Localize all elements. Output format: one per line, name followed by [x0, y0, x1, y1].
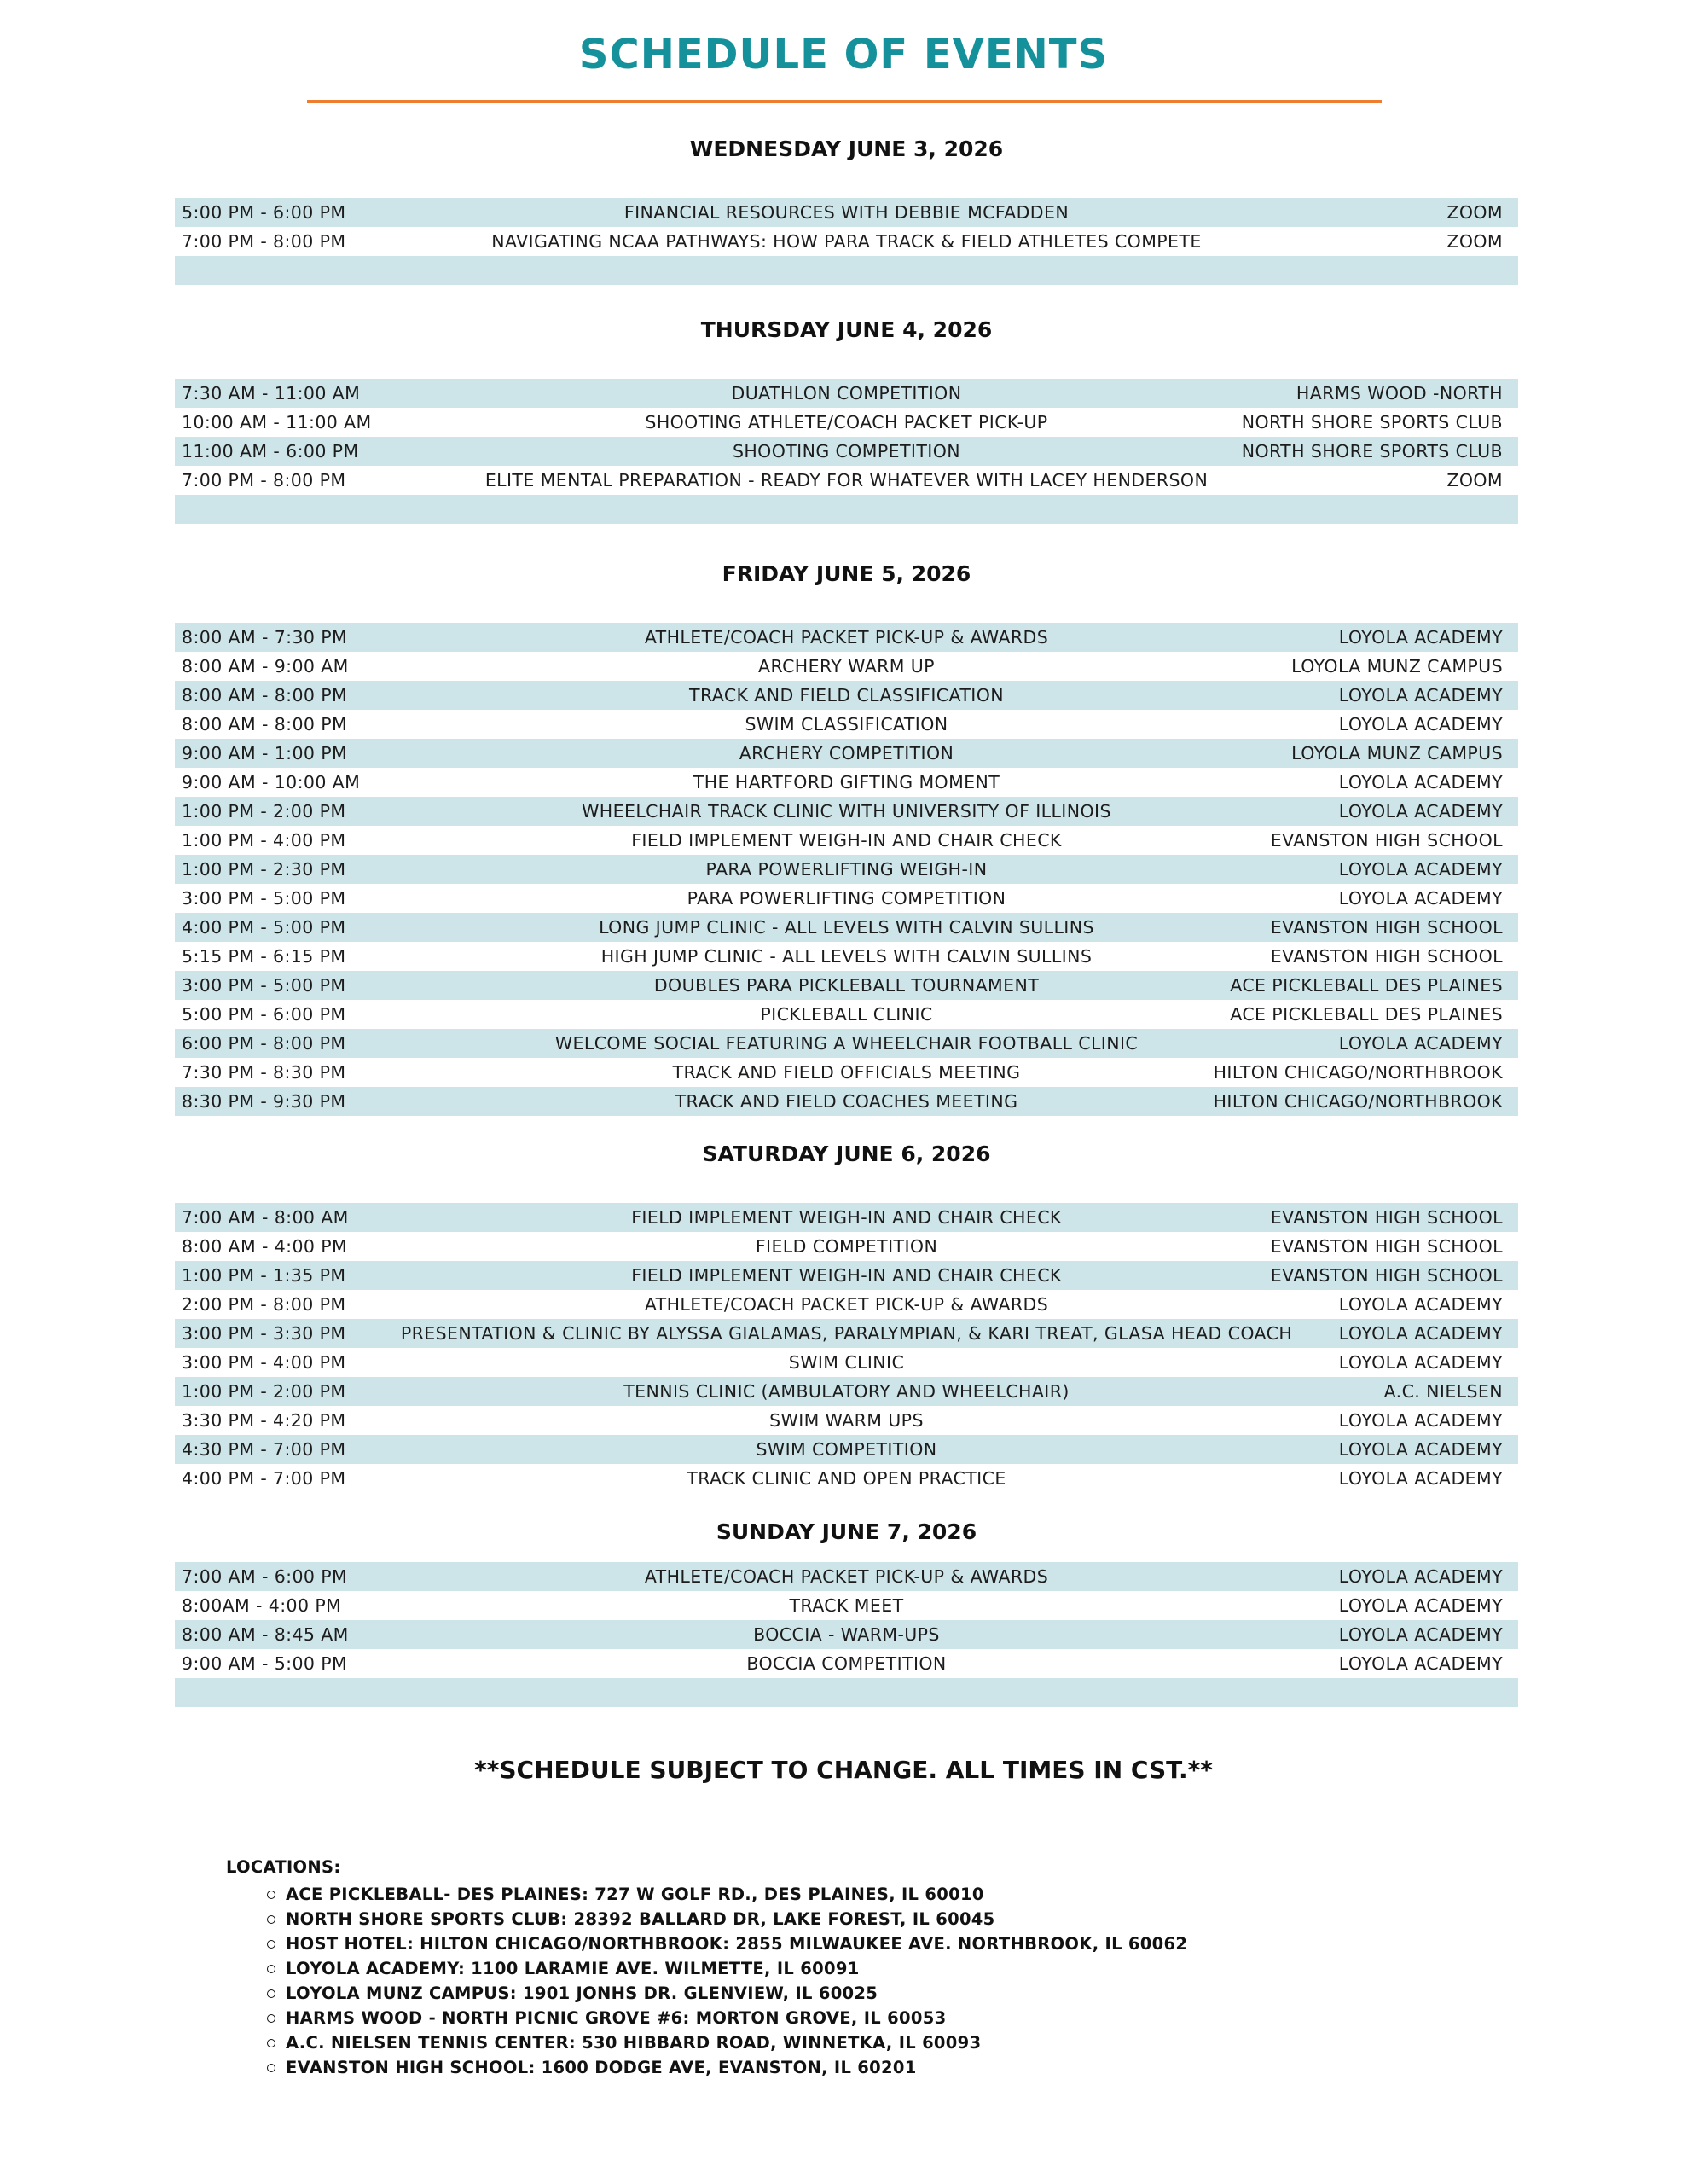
- event-cell: HIGH JUMP CLINIC - ALL LEVELS WITH CALVIN SULLINS: [600, 946, 1093, 967]
- location-item: LOYOLA MUNZ CAMPUS: 1901 JONHS DR. GLENVIEW, IL 60025: [267, 1981, 1187, 2006]
- location-item: HARMS WOOD - NORTH PICNIC GROVE #6: MORTON GROVE, IL 60053: [267, 2006, 1187, 2030]
- time-cell: 4:00 PM - 5:00 PM: [182, 917, 346, 938]
- circle-bullet-icon: [267, 1965, 275, 1973]
- time-cell: 1:00 PM - 4:00 PM: [182, 830, 346, 851]
- event-cell: FIELD IMPLEMENT WEIGH-IN AND CHAIR CHECK: [631, 1265, 1062, 1286]
- location-cell: LOYOLA ACADEMY: [1338, 1294, 1503, 1315]
- location-cell: ZOOM: [1446, 470, 1503, 491]
- location-item: LOYOLA ACADEMY: 1100 LARAMIE AVE. WILMETTE, IL 60091: [267, 1956, 1187, 1981]
- schedule-row: [175, 1348, 1518, 1377]
- time-cell: 1:00 PM - 1:35 PM: [182, 1265, 346, 1286]
- location-cell: LOYOLA ACADEMY: [1338, 859, 1503, 880]
- location-cell: LOYOLA ACADEMY: [1338, 1624, 1503, 1645]
- location-cell: HILTON CHICAGO/NORTHBROOK: [1213, 1091, 1503, 1112]
- event-cell: FINANCIAL RESOURCES WITH DEBBIE MCFADDEN: [623, 202, 1070, 223]
- location-cell: ACE PICKLEBALL DES PLAINES: [1230, 975, 1503, 996]
- schedule-row: [175, 466, 1518, 495]
- time-cell: 9:00 AM - 5:00 PM: [182, 1653, 348, 1674]
- time-cell: 10:00 AM - 11:00 AM: [182, 412, 372, 433]
- event-cell: ATHLETE/COACH PACKET PICK-UP & AWARDS: [644, 1566, 1049, 1587]
- location-cell: LOYOLA ACADEMY: [1338, 1323, 1503, 1344]
- time-cell: 7:00 AM - 6:00 PM: [182, 1566, 348, 1587]
- time-cell: 8:00 AM - 7:30 PM: [182, 627, 348, 648]
- time-cell: 8:30 PM - 9:30 PM: [182, 1091, 346, 1112]
- location-item: EVANSTON HIGH SCHOOL: 1600 DODGE AVE, EVANSTON, IL 60201: [267, 2055, 1187, 2080]
- time-cell: 3:00 PM - 4:00 PM: [182, 1352, 346, 1373]
- location-item: ACE PICKLEBALL- DES PLAINES: 727 W GOLF RD., DES PLAINES, IL 60010: [267, 1882, 1187, 1907]
- event-cell: SHOOTING COMPETITION: [732, 441, 961, 462]
- time-cell: 5:00 PM - 6:00 PM: [182, 202, 346, 223]
- day-heading: FRIDAY JUNE 5, 2026: [722, 561, 971, 586]
- event-cell: ARCHERY COMPETITION: [739, 743, 954, 764]
- event-cell: TRACK AND FIELD OFFICIALS MEETING: [672, 1062, 1021, 1083]
- location-cell: ZOOM: [1446, 231, 1503, 252]
- time-cell: 3:00 PM - 5:00 PM: [182, 975, 346, 996]
- event-cell: SWIM WARM UPS: [769, 1410, 924, 1431]
- time-cell: 1:00 PM - 2:00 PM: [182, 1381, 346, 1402]
- location-cell: ACE PICKLEBALL DES PLAINES: [1230, 1004, 1503, 1025]
- locations-section: [226, 1857, 1187, 2080]
- event-cell: SWIM CLINIC: [788, 1352, 905, 1373]
- page-title: SCHEDULE OF EVENTS: [578, 31, 1109, 78]
- circle-bullet-icon: [267, 1989, 275, 1998]
- schedule-row: [175, 971, 1518, 1000]
- schedule-row: [175, 1319, 1518, 1348]
- location-cell: HILTON CHICAGO/NORTHBROOK: [1213, 1062, 1503, 1083]
- time-cell: 5:15 PM - 6:15 PM: [182, 946, 346, 967]
- locations-list: [226, 1882, 1187, 2080]
- event-cell: PICKLEBALL CLINIC: [760, 1004, 933, 1025]
- schedule-row: [175, 1203, 1518, 1232]
- event-cell: BOCCIA COMPETITION: [746, 1653, 947, 1674]
- schedule-row: [175, 256, 1518, 285]
- location-cell: LOYOLA ACADEMY: [1338, 1468, 1503, 1489]
- event-cell: ATHLETE/COACH PACKET PICK-UP & AWARDS: [644, 1294, 1049, 1315]
- location-cell: LOYOLA ACADEMY: [1338, 888, 1503, 909]
- event-cell: ARCHERY WARM UP: [758, 656, 935, 677]
- time-cell: 7:00 PM - 8:00 PM: [182, 470, 346, 491]
- schedule-row: [175, 884, 1518, 913]
- time-cell: 8:00 AM - 8:00 PM: [182, 714, 348, 735]
- time-cell: 8:00 AM - 4:00 PM: [182, 1236, 348, 1257]
- location-cell: LOYOLA ACADEMY: [1338, 1033, 1503, 1054]
- time-cell: 8:00 AM - 9:00 AM: [182, 656, 349, 677]
- location-cell: EVANSTON HIGH SCHOOL: [1270, 1265, 1503, 1286]
- schedule-row: [175, 1377, 1518, 1406]
- event-cell: SHOOTING ATHLETE/COACH PACKET PICK-UP: [645, 412, 1048, 433]
- event-cell: TRACK CLINIC AND OPEN PRACTICE: [687, 1468, 1006, 1489]
- location-cell: LOYOLA ACADEMY: [1338, 772, 1503, 793]
- time-cell: 4:30 PM - 7:00 PM: [182, 1439, 346, 1460]
- schedule-row: [175, 408, 1518, 437]
- time-cell: 7:30 PM - 8:30 PM: [182, 1062, 346, 1083]
- schedule-row: [175, 681, 1518, 710]
- schedule-row: [175, 1406, 1518, 1435]
- location-cell: LOYOLA ACADEMY: [1338, 685, 1503, 706]
- time-cell: 8:00 AM - 8:45 AM: [182, 1624, 349, 1645]
- schedule-row: [175, 826, 1518, 855]
- time-cell: 4:00 PM - 7:00 PM: [182, 1468, 346, 1489]
- schedule-rows: [175, 198, 1518, 285]
- circle-bullet-icon: [267, 2064, 275, 2072]
- schedule-row: [175, 1087, 1518, 1116]
- day-section-wednesday: [175, 135, 1518, 252]
- schedule-row: [175, 437, 1518, 466]
- circle-bullet-icon: [267, 1940, 275, 1949]
- location-cell: LOYOLA ACADEMY: [1338, 1595, 1503, 1616]
- time-cell: 7:00 PM - 8:00 PM: [182, 231, 346, 252]
- day-heading: SUNDAY JUNE 7, 2026: [716, 1519, 977, 1544]
- schedule-row: [175, 652, 1518, 681]
- location-item: HOST HOTEL: HILTON CHICAGO/NORTHBROOK: 2855 MILWAUKEE AVE. NORTHBROOK, IL 60062: [267, 1931, 1187, 1956]
- location-cell: LOYOLA ACADEMY: [1338, 801, 1503, 822]
- time-cell: 2:00 PM - 8:00 PM: [182, 1294, 346, 1315]
- schedule-row: [175, 942, 1518, 971]
- time-cell: 8:00AM - 4:00 PM: [182, 1595, 342, 1616]
- schedule-row: [175, 1290, 1518, 1319]
- schedule-row: [175, 1591, 1518, 1620]
- event-cell: ATHLETE/COACH PACKET PICK-UP & AWARDS: [644, 627, 1049, 648]
- event-cell: PRESENTATION & CLINIC BY ALYSSA GIALAMAS, PARALYMPIAN, & KARI TREAT, GLASA HEAD COACH: [400, 1323, 1293, 1344]
- schedule-row: [175, 1678, 1518, 1707]
- event-cell: TRACK MEET: [789, 1595, 904, 1616]
- circle-bullet-icon: [267, 1915, 275, 1924]
- event-cell: FIELD COMPETITION: [755, 1236, 938, 1257]
- schedule-row: [175, 913, 1518, 942]
- day-heading: THURSDAY JUNE 4, 2026: [700, 317, 993, 342]
- schedule-rows: [175, 1562, 1518, 1707]
- schedule-row: [175, 1000, 1518, 1029]
- time-cell: 3:00 PM - 5:00 PM: [182, 888, 346, 909]
- circle-bullet-icon: [267, 2014, 275, 2023]
- schedule-row: [175, 710, 1518, 739]
- event-cell: BOCCIA - WARM-UPS: [753, 1624, 940, 1645]
- schedule-row: [175, 495, 1518, 524]
- schedule-row: [175, 1058, 1518, 1087]
- location-cell: LOYOLA ACADEMY: [1338, 627, 1503, 648]
- schedule-row: [175, 1620, 1518, 1649]
- event-cell: FIELD IMPLEMENT WEIGH-IN AND CHAIR CHECK: [631, 830, 1062, 851]
- event-cell: SWIM COMPETITION: [756, 1439, 937, 1460]
- schedule-row: [175, 739, 1518, 768]
- schedule-row: [175, 1261, 1518, 1290]
- location-cell: LOYOLA ACADEMY: [1338, 1653, 1503, 1674]
- event-cell: DOUBLES PARA PICKLEBALL TOURNAMENT: [653, 975, 1040, 996]
- location-cell: A.C. NIELSEN: [1383, 1381, 1503, 1402]
- event-cell: PARA POWERLIFTING COMPETITION: [687, 888, 1006, 909]
- schedule-row: [175, 623, 1518, 652]
- location-cell: LOYOLA ACADEMY: [1338, 1439, 1503, 1460]
- location-cell: LOYOLA MUNZ CAMPUS: [1291, 743, 1503, 764]
- location-cell: LOYOLA ACADEMY: [1338, 1566, 1503, 1587]
- day-section-sunday: [175, 1518, 1518, 1674]
- day-heading: WEDNESDAY JUNE 3, 2026: [689, 136, 1004, 161]
- time-cell: 6:00 PM - 8:00 PM: [182, 1033, 346, 1054]
- schedule-row: [175, 198, 1518, 227]
- event-cell: SWIM CLASSIFICATION: [745, 714, 948, 735]
- schedule-row: [175, 1029, 1518, 1058]
- location-cell: LOYOLA ACADEMY: [1338, 714, 1503, 735]
- time-cell: 3:00 PM - 3:30 PM: [182, 1323, 346, 1344]
- location-cell: ZOOM: [1446, 202, 1503, 223]
- circle-bullet-icon: [267, 2039, 275, 2048]
- schedule-row: [175, 1649, 1518, 1678]
- schedule-row: [175, 797, 1518, 826]
- location-cell: EVANSTON HIGH SCHOOL: [1270, 946, 1503, 967]
- schedule-note: **SCHEDULE SUBJECT TO CHANGE. ALL TIMES IN CST.**: [474, 1756, 1213, 1784]
- event-cell: WHEELCHAIR TRACK CLINIC WITH UNIVERSITY OF ILLINOIS: [582, 801, 1111, 822]
- schedule-row: [175, 1562, 1518, 1591]
- schedule-rows: [175, 1203, 1518, 1493]
- day-heading: SATURDAY JUNE 6, 2026: [702, 1141, 991, 1166]
- event-cell: LONG JUMP CLINIC - ALL LEVELS WITH CALVIN SULLINS: [599, 917, 1094, 938]
- schedule-row: [175, 1464, 1518, 1493]
- event-cell: DUATHLON COMPETITION: [731, 383, 962, 404]
- location-cell: EVANSTON HIGH SCHOOL: [1270, 830, 1503, 851]
- time-cell: 8:00 AM - 8:00 PM: [182, 685, 348, 706]
- time-cell: 11:00 AM - 6:00 PM: [182, 441, 359, 462]
- event-cell: WELCOME SOCIAL FEATURING A WHEELCHAIR FOOTBALL CLINIC: [554, 1033, 1139, 1054]
- schedule-row: [175, 855, 1518, 884]
- schedule-rows: [175, 623, 1518, 1116]
- location-cell: LOYOLA ACADEMY: [1338, 1352, 1503, 1373]
- location-cell: NORTH SHORE SPORTS CLUB: [1241, 441, 1503, 462]
- time-cell: 1:00 PM - 2:30 PM: [182, 859, 346, 880]
- event-cell: THE HARTFORD GIFTING MOMENT: [693, 772, 1000, 793]
- location-cell: EVANSTON HIGH SCHOOL: [1270, 1207, 1503, 1228]
- title-divider: [307, 100, 1382, 103]
- location-item: A.C. NIELSEN TENNIS CENTER: 530 HIBBARD ROAD, WINNETKA, IL 60093: [267, 2030, 1187, 2055]
- location-cell: LOYOLA ACADEMY: [1338, 1410, 1503, 1431]
- schedule-row: [175, 227, 1518, 256]
- schedule-rows: [175, 379, 1518, 524]
- schedule-row: [175, 768, 1518, 797]
- event-cell: TRACK AND FIELD CLASSIFICATION: [689, 685, 1004, 706]
- event-cell: PARA POWERLIFTING WEIGH-IN: [705, 859, 988, 880]
- time-cell: 1:00 PM - 2:00 PM: [182, 801, 346, 822]
- location-cell: HARMS WOOD -NORTH: [1296, 383, 1503, 404]
- time-cell: 7:30 AM - 11:00 AM: [182, 383, 361, 404]
- time-cell: 5:00 PM - 6:00 PM: [182, 1004, 346, 1025]
- schedule-row: [175, 379, 1518, 408]
- time-cell: 9:00 AM - 1:00 PM: [182, 743, 348, 764]
- time-cell: 7:00 AM - 8:00 AM: [182, 1207, 349, 1228]
- day-section-thursday: [175, 316, 1518, 491]
- schedule-row: [175, 1232, 1518, 1261]
- location-cell: EVANSTON HIGH SCHOOL: [1270, 1236, 1503, 1257]
- day-section-friday: [175, 560, 1518, 1112]
- day-section-saturday: [175, 1140, 1518, 1489]
- time-cell: 3:30 PM - 4:20 PM: [182, 1410, 346, 1431]
- event-cell: TENNIS CLINIC (AMBULATORY AND WHEELCHAIR): [623, 1381, 1070, 1402]
- event-cell: TRACK AND FIELD COACHES MEETING: [675, 1091, 1018, 1112]
- time-cell: 9:00 AM - 10:00 AM: [182, 772, 361, 793]
- event-cell: ELITE MENTAL PREPARATION - READY FOR WHATEVER WITH LACEY HENDERSON: [484, 470, 1209, 491]
- event-cell: FIELD IMPLEMENT WEIGH-IN AND CHAIR CHECK: [631, 1207, 1062, 1228]
- schedule-row: [175, 1435, 1518, 1464]
- location-cell: NORTH SHORE SPORTS CLUB: [1241, 412, 1503, 433]
- location-cell: LOYOLA MUNZ CAMPUS: [1291, 656, 1503, 677]
- location-item: NORTH SHORE SPORTS CLUB: 28392 BALLARD DR, LAKE FOREST, IL 60045: [267, 1907, 1187, 1931]
- circle-bullet-icon: [267, 1891, 275, 1899]
- location-cell: EVANSTON HIGH SCHOOL: [1270, 917, 1503, 938]
- event-cell: NAVIGATING NCAA PATHWAYS: HOW PARA TRACK & FIELD ATHLETES COMPETE: [491, 231, 1202, 252]
- locations-title: LOCATIONS:: [226, 1857, 341, 1877]
